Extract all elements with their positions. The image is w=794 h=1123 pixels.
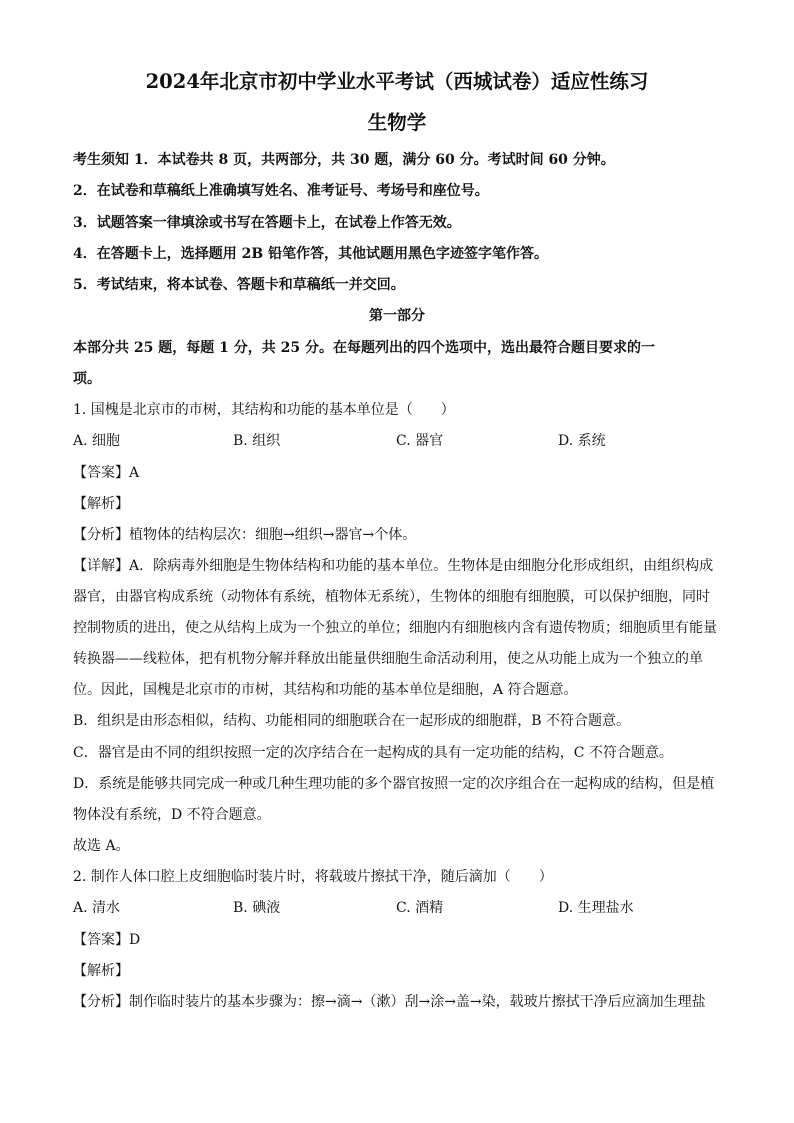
q2-answer: 【答案】D (73, 932, 141, 948)
q1-answer: 【答案】A (73, 465, 140, 481)
q1-detail-line: 控制物质的进出，使之从结构上成为一个独立的单位；细胞内有细胞核内含有遗传物质；细胞质里有能量 (73, 620, 717, 636)
instruction-4: 4．在答题卡上，选择题用 2B 铅笔作答，其他试题用黑色字迹签字笔作答。 (73, 246, 549, 262)
q1-fenxi: 【分析】植物体的结构层次：细胞→组织→器官→个体。 (73, 527, 417, 543)
q1-stem: 1. 国槐是北京市的市树，其结构和功能的基本单位是（ ） (73, 402, 455, 418)
q2-analysis-label: 【解析】 (73, 963, 129, 979)
instruction-5: 5．考试结束，将本试卷、答题卡和草稿纸一并交回。 (73, 277, 405, 293)
q1-detail-line: 物体没有系统，D 不符合题意。 (73, 807, 271, 823)
q2-option-d: D. 生理盐水 (558, 900, 634, 916)
instruction-2: 2．在试卷和草稿纸上准确填写姓名、准考证号、考场号和座位号。 (73, 183, 489, 199)
q1-conclusion: 故选 A。 (73, 838, 130, 854)
q2-option-c: C. 酒精 (396, 900, 444, 916)
page-title: 2024年北京市初中学业水平考试（西城试卷）适应性练习 (145, 70, 649, 93)
instruction-1: 考生须知 1．本试卷共 8 页，共两部分，共 30 题，满分 60 分。考试时间 60 分钟。 (73, 152, 615, 168)
q1-detail-line: 器官，由器官构成系统（动物体有系统，植物体无系统），生物体的细胞有细胞膜，可以保护细胞，同时 (73, 589, 710, 605)
part1-intro-line-1: 本部分共 25 题，每题 1 分，共 25 分。在每题列出的四个选项中，选出最符合题目要求的一 (73, 340, 655, 356)
q1-option-b: B. 组织 (233, 433, 281, 449)
q2-stem: 2. 制作人体口腔上皮细胞临时装片时，将载玻片擦拭干净，随后滴加（ ） (73, 869, 553, 885)
q1-option-d: D. 系统 (558, 433, 606, 449)
q1-option-c: C. 器官 (396, 433, 444, 449)
q2-option-a: A. 清水 (73, 900, 121, 916)
q1-detail-line: C．器官是由不同的组织按照一定的次序结合在一起构成的具有一定功能的结构，C 不符合题意。 (73, 745, 673, 761)
q2-option-b: B. 碘液 (233, 900, 281, 916)
q1-detail-line: 【详解】A．除病毒外细胞是生物体结构和功能的基本单位。生物体是由细胞分化形成组织，由组织构成 (73, 558, 714, 574)
instruction-3: 3．试题答案一律填涂或书写在答题卡上，在试卷上作答无效。 (73, 215, 461, 231)
q1-detail-line: 位。因此，国槐是北京市的市树，其结构和功能的基本单位是细胞，A 符合题意。 (73, 682, 578, 698)
subject-title: 生物学 (367, 111, 427, 134)
q1-detail-line: D．系统是能够共同完成一种或几种生理功能的多个器官按照一定的次序组合在一起构成的结构，但是植 (73, 776, 715, 792)
part1-intro-line-2: 项。 (73, 371, 101, 387)
q1-detail-line: B．组织是由形态相似，结构、功能相同的细胞联合在一起形成的细胞群，B 不符合题意。 (73, 713, 631, 729)
q2-fenxi: 【分析】制作临时装片的基本步骤为：擦→滴→（漱）刮→涂→盖→染，载玻片擦拭干净后应滴加生理盐 (73, 994, 706, 1010)
part1-heading: 第一部分 (369, 308, 425, 324)
q1-analysis-label: 【解析】 (73, 496, 129, 512)
q1-detail-line: 转换器——线粒体，把有机物分解并释放出能量供细胞生命活动利用，使之从功能上成为一个独立的单 (73, 651, 703, 667)
q1-option-a: A. 细胞 (73, 433, 121, 449)
